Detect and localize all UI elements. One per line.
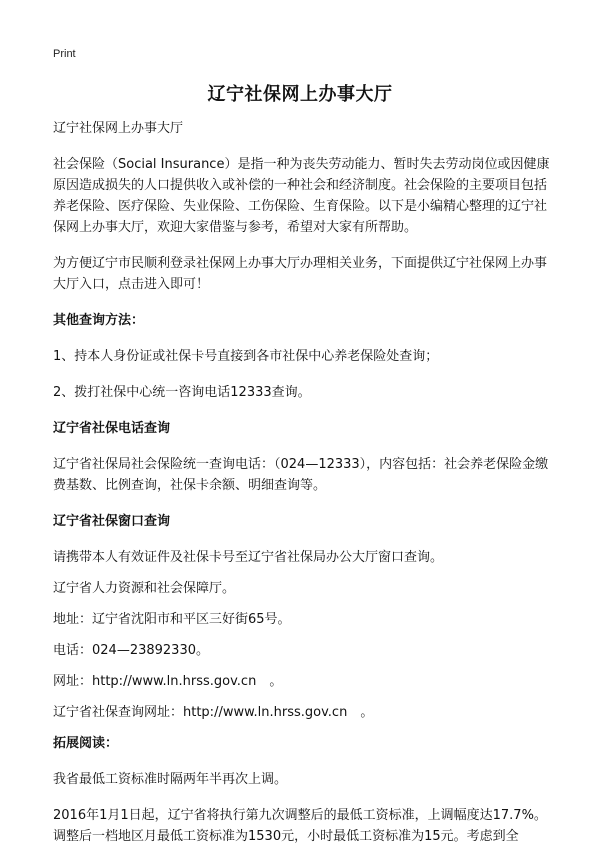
address-line: 地址：辽宁省沈阳市和平区三好街65号。 xyxy=(53,612,291,627)
article-paragraph: 社会保险（Social Insurance）是指一种为丧失劳动能力、暂时失去劳动岗位或因健康原因造成损失的人口提供收入或补偿的一种社会和经济制度。社会保险的主要项目包括养老保险、医疗保险、失业保险、工伤保险、生育保险。以下是小编精心整理的辽宁社保网上办事大厅，欢迎大家借鉴与参考，希望对大家有所帮助。 xyxy=(53,157,550,235)
article-paragraph: 为方便辽宁市民顺利登录社保网上办事大厅办理相关业务，下面提供辽宁社保网上办事大厅入口，点击进入即可！ xyxy=(53,256,548,292)
website-line: 网址：http://www.ln.hrss.gov.cn 。 xyxy=(53,674,283,689)
section-heading: 辽宁省社保窗口查询 xyxy=(53,514,171,529)
section-heading: 其他查询方法： xyxy=(53,313,145,328)
article-paragraph: 辽宁省人力资源和社会保障厅。 xyxy=(53,581,236,596)
article-paragraph: 请携带本人有效证件及社保卡号至辽宁省社保局办公大厅窗口查询。 xyxy=(53,550,444,565)
article-paragraph: 2、拨打社保中心统一咨询电话12333查询。 xyxy=(53,385,311,400)
article-paragraph: 1、持本人身份证或社保卡号直接到各市社保中心养老保险处查询； xyxy=(53,349,439,364)
section-heading: 拓展阅读： xyxy=(53,736,119,751)
query-website-line: 辽宁省社保查询网址：http://www.ln.hrss.gov.cn 。 xyxy=(53,705,374,720)
phone-line: 电话：024—23892330。 xyxy=(53,643,209,658)
article-paragraph: 2016年1月1日起，辽宁省将执行第九次调整后的最低工资标准，上调幅度达17.7%。调整后一档地区月最低工资标准为1530元，小时最低工资标准为15元。考虑到全 xyxy=(53,808,547,844)
article-paragraph: 辽宁省社保局社会保险统一查询电话：（024—12333），内容包括：社会养老保险金缴费基数、比例查询，社保卡余额、明细查询等。 xyxy=(53,457,549,493)
print-link[interactable]: Print xyxy=(53,48,76,60)
article-body xyxy=(53,118,553,862)
article-paragraph: 我省最低工资标准时隔两年半再次上调。 xyxy=(53,772,288,787)
section-heading: 辽宁省社保电话查询 xyxy=(53,421,171,436)
page-title: 辽宁社保网上办事大厅 xyxy=(207,84,393,105)
article-paragraph: 辽宁社保网上办事大厅 xyxy=(53,121,184,136)
